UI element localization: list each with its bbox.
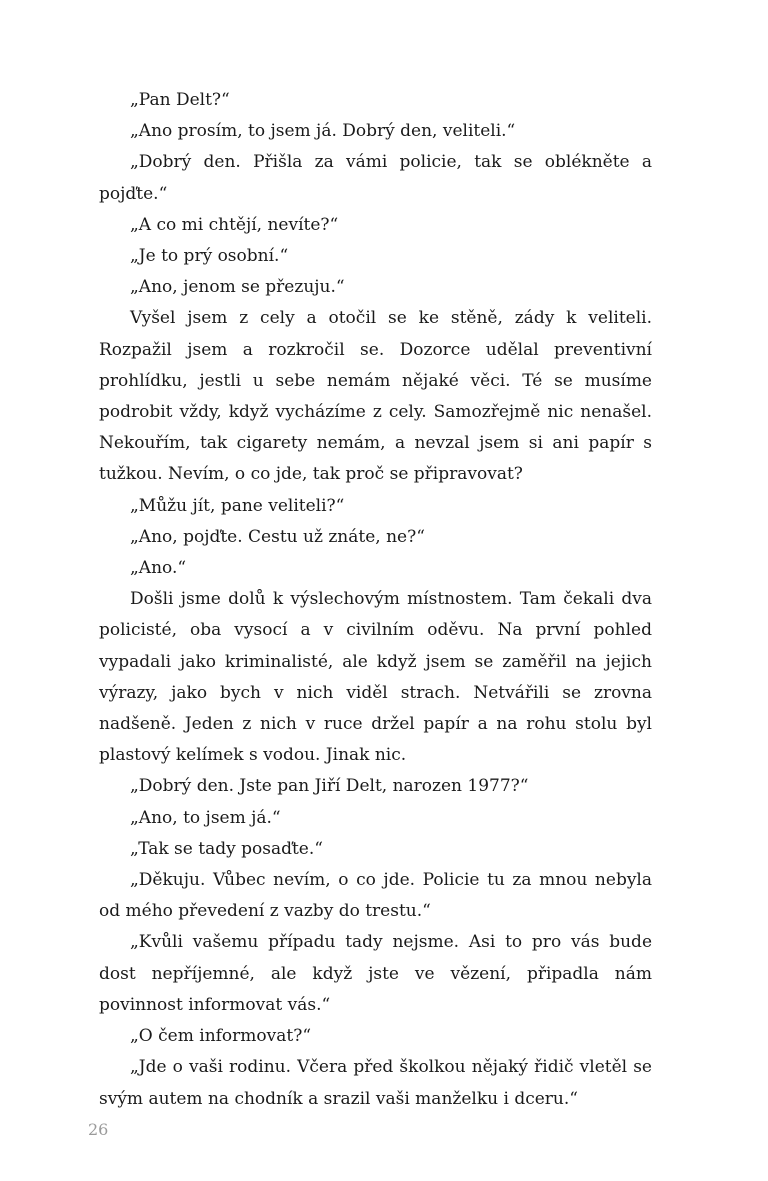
- page-number: 26: [88, 1120, 109, 1139]
- paragraph-6: „Ano, jenom se přezuju.“: [130, 277, 345, 298]
- paragraph-9: „Ano, pojďte. Cestu už znáte, ne?“: [130, 526, 425, 547]
- paragraph-16: „Kvůli vašemu případu tady nejsme. Asi to pro vás bude dost nepříjemné, ale když jste ve vězení, připadla nám povinnost informovat vás.“: [99, 932, 652, 1015]
- paragraph-8: „Můžu jít, pane veliteli?“: [130, 495, 345, 516]
- paragraph-7: Vyšel jsem z cely a otočil se ke stěně, zády k veliteli. Rozpažil jsem a rozkročil se. Dozorce udělal preventivní prohlídku, jestli u sebe nemám nějaké věci. Té se musíme podrobit vždy, když vycházíme z cely. Samozřejmě nic nenašel. Nekouřím, tak cigarety nemám, a nevzal jsem si ani papír s tužkou. Nevím, o co jde, tak proč se připravovat?: [99, 308, 652, 485]
- paragraph-14: „Tak se tady posaďte.“: [130, 838, 323, 859]
- paragraph-18: „Jde o vaši rodinu. Včera před školkou nějaký řidič vletěl se svým autem na chodník a srazil vaši manželku i dceru.“: [99, 1057, 652, 1109]
- paragraph-3: „Dobrý den. Přišla za vámi policie, tak se oblékněte a pojďte.“: [99, 152, 652, 204]
- body-text: [99, 85, 652, 1115]
- paragraph-17: „O čem informovat?“: [130, 1026, 312, 1047]
- paragraph-12: „Dobrý den. Jste pan Jiří Delt, narozen 1977?“: [130, 776, 529, 797]
- paragraph-11: Došli jsme dolů k výslechovým místnostem. Tam čekali dva policisté, oba vysocí a v civilním oděvu. Na první pohled vypadali jako kriminalisté, ale když jsem se zaměřil na jejich výrazy, jako bych v nich viděl strach. Netvářili se zrovna nadšeně. Jeden z nich v ruce držel papír a na rohu stolu byl plastový kelímek s vodou. Jinak nic.: [99, 589, 652, 766]
- paragraph-13: „Ano, to jsem já.“: [130, 807, 281, 828]
- paragraph-4: „A co mi chtějí, nevíte?“: [130, 214, 339, 235]
- paragraph-5: „Je to prý osobní.“: [130, 246, 289, 267]
- paragraph-10: „Ano.“: [130, 558, 187, 579]
- paragraph-15: „Děkuju. Vůbec nevím, o co jde. Policie tu za mnou nebyla od mého převedení z vazby do trestu.“: [99, 870, 652, 922]
- paragraph-1: „Pan Delt?“: [130, 90, 230, 110]
- paragraph-2: „Ano prosím, to jsem já. Dobrý den, veliteli.“: [130, 121, 516, 142]
